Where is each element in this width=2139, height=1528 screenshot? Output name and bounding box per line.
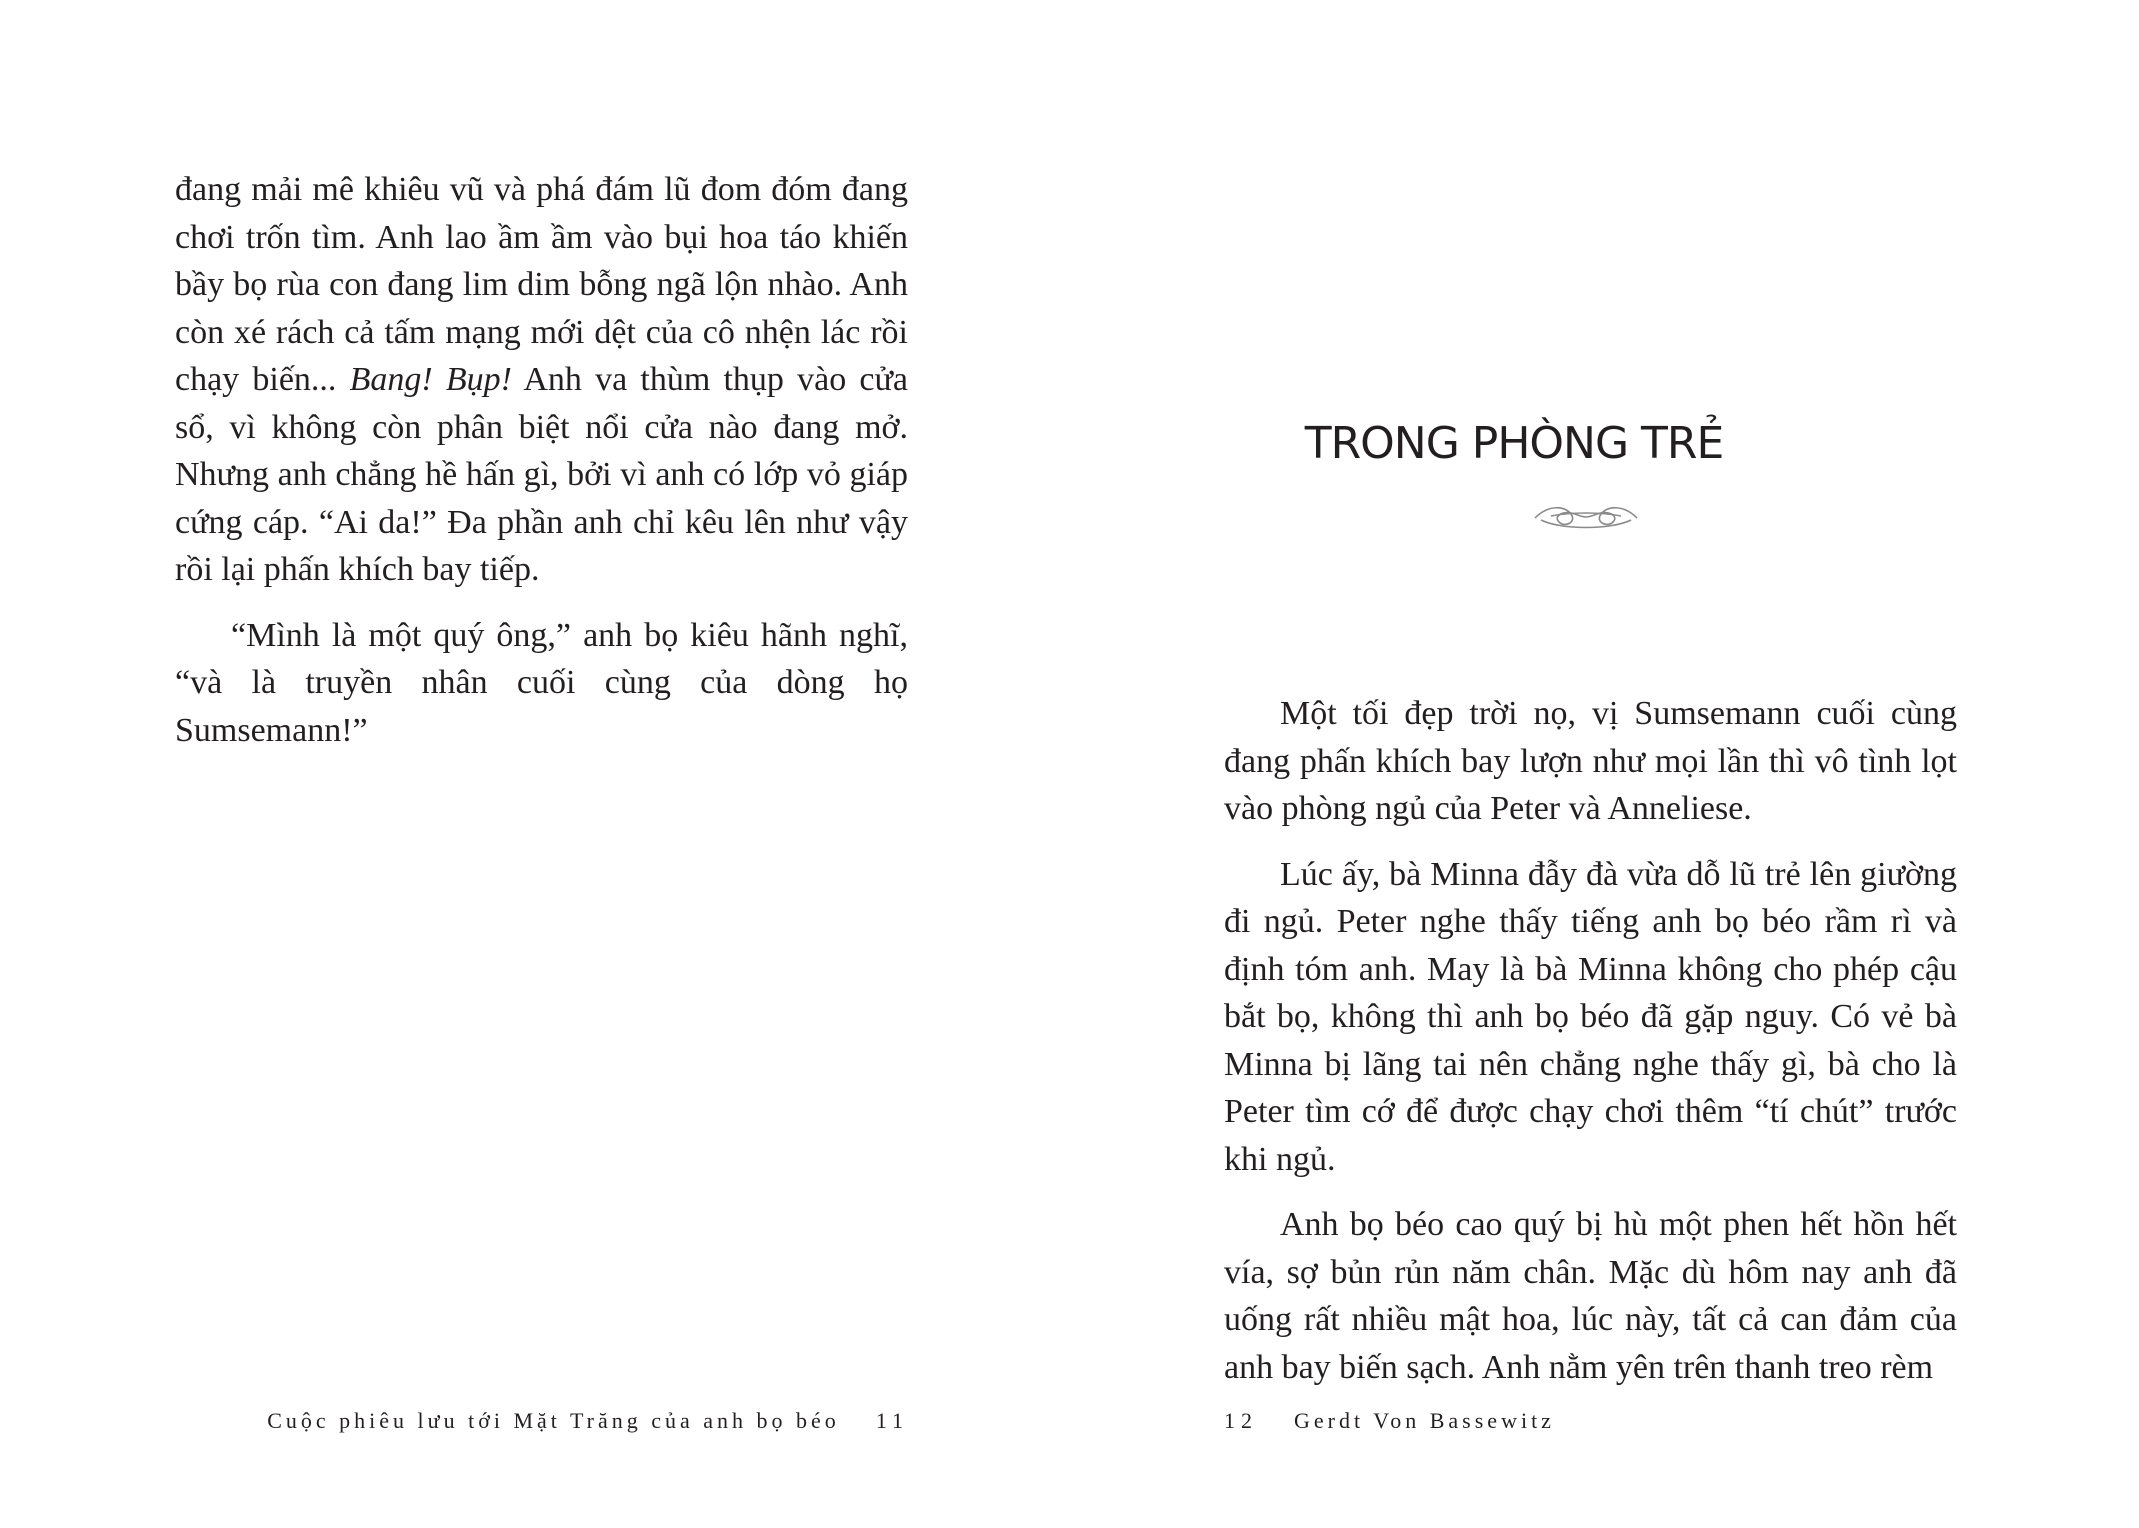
left-page	[0, 0, 1069, 1528]
right-paragraph-2: Lúc ấy, bà Minna đẫy đà vừa dỗ lũ trẻ lên giường đi ngủ. Peter nghe thấy tiếng anh bọ béo rầm rì và định tóm anh. May là bà Minna không cho phép cậu bắt bọ, không thì anh bọ béo đã gặp nguy. Có vẻ bà Minna bị lãng tai nên chẳng nghe thấy gì, bà cho là Peter tìm cớ để được chạy chơi thêm “tí chút” trước khi ngủ.	[1224, 855, 1957, 1178]
right-body-text	[1224, 690, 1957, 1409]
footer-author: Gerdt Von Bassewitz	[1294, 1408, 1555, 1433]
flourish-ornament-icon	[1531, 500, 1641, 536]
left-running-footer	[267, 1408, 909, 1434]
left-paragraph-1: đang mải mê khiêu vũ và phá đám lũ đom đóm đang chơi trốn tìm. Anh lao ầm ầm vào bụi hoa táo khiến bầy bọ rùa con đang lim dim bỗng ngã lộn nhào. Anh còn xé rách cả tấm mạng mới dệt của cô nhện lác rồi chạy biến... Bang! Bụp! Anh va thùm thụp vào cửa sổ, vì không còn phân biệt nổi cửa nào đang mở. Nhưng anh chẳng hề hấn gì, bởi vì anh có lớp vỏ giáp cứng cáp. “Ai da!” Đa phần anh chỉ kêu lên như vậy rồi lại phấn khích bay tiếp.	[175, 171, 909, 588]
page-number-right: 12	[1224, 1408, 1258, 1433]
left-body-text	[175, 166, 908, 772]
right-paragraph-3: Anh bọ béo cao quý bị hù một phen hết hồn hết vía, sợ bủn rủn năm chân. Mặc dù hôm nay anh đã uống rất nhiều mật hoa, lúc này, tất cả can đảm của anh bay biến sạch. Anh nằm yên trên thanh treo rèm	[1224, 1206, 1957, 1386]
right-paragraph-1: Một tối đẹp trời nọ, vị Sumsemann cuối cùng đang phấn khích bay lượn như mọi lần thì vô tình lọt vào phòng ngủ của Peter và Anneliese.	[1224, 695, 1957, 827]
italic-sound-effect: Bang! Bụp!	[349, 361, 513, 398]
footer-book-title: Cuộc phiêu lưu tới Mặt Trăng của anh bọ béo	[267, 1408, 840, 1433]
page-number-left: 11	[875, 1408, 909, 1433]
chapter-title: TRONG PHÒNG TRẺ	[1304, 418, 1724, 469]
right-page	[1069, 0, 2139, 1528]
right-running-footer	[1224, 1408, 1555, 1434]
left-paragraph-2: “Mình là một quý ông,” anh bọ kiêu hãnh nghĩ, “và là truyền nhân cuối cùng của dòng họ Sumsemann!”	[175, 616, 908, 749]
